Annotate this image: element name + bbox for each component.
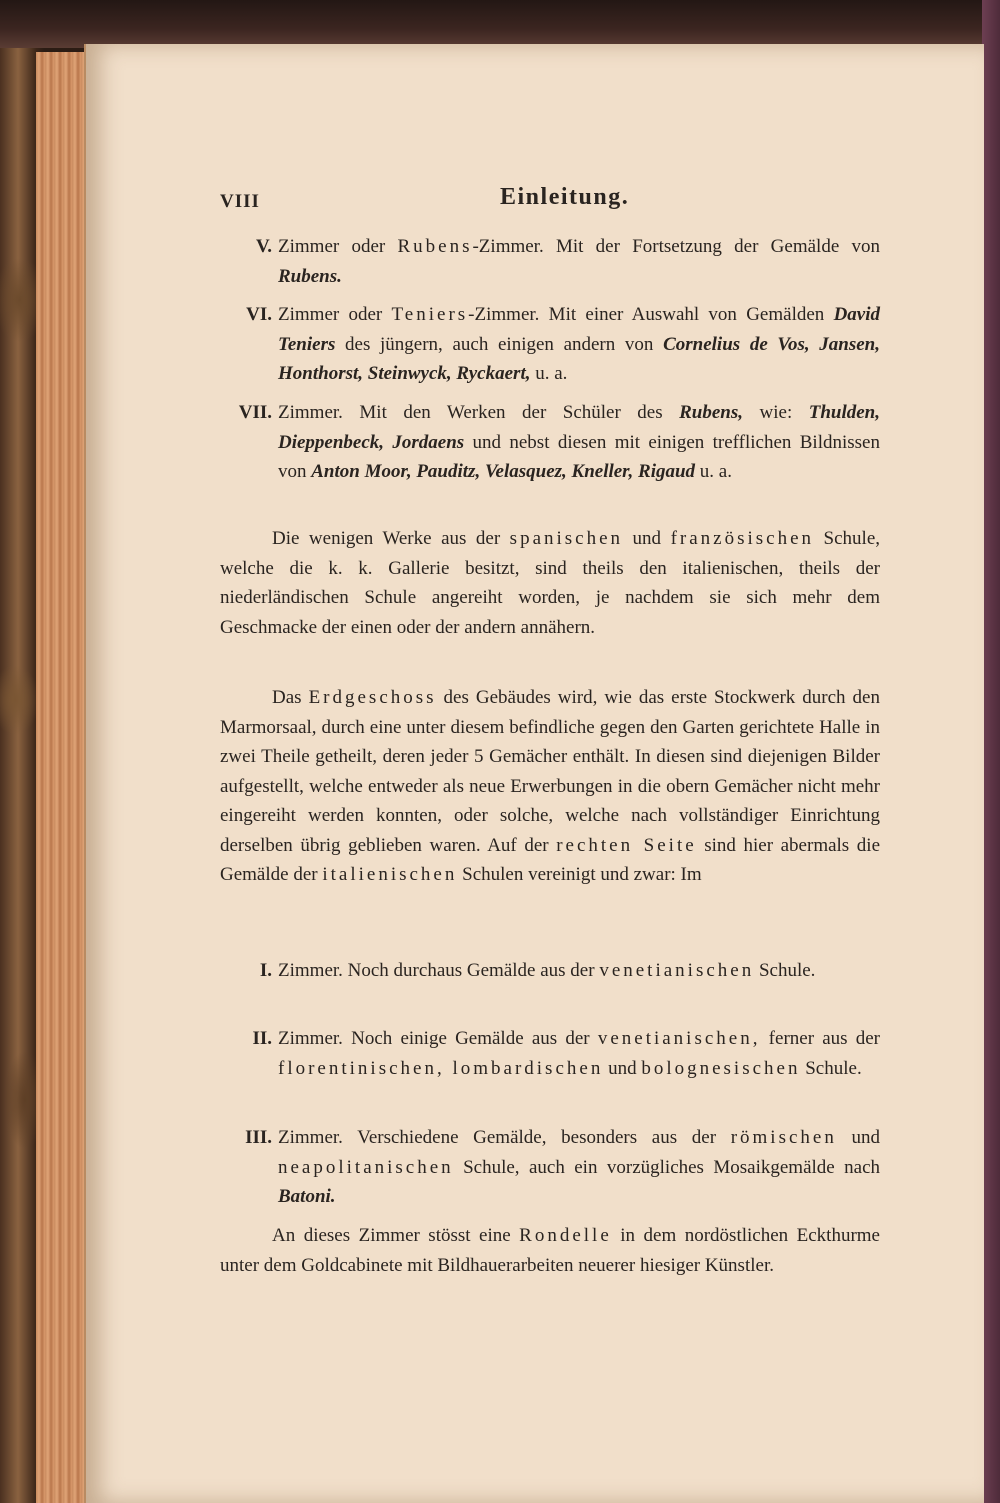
running-header [220,184,880,217]
name-reference: Thulden, Dieppenbeck, Jordaens [278,402,880,453]
text-run: Schule, auch ein vorzügliches Mosaikgemälde nach [453,1156,880,1178]
book-binding-top [0,0,1000,48]
name-reference: Anton Moor, Pauditz, Velasquez, Kneller, Rigaud [311,461,696,482]
text-run: -Zimmer. Mit einer Auswahl von Gemälden [468,304,834,325]
text-run: Schule. [754,960,816,981]
entry-text [278,232,880,291]
paragraph-spanish-french [220,524,880,642]
text-run: u. a. [695,461,732,482]
name-reference: Rubens, [679,402,744,423]
spaced-emphasis: französischen [670,528,815,549]
spaced-emphasis: Rubens [397,236,473,257]
entry-number: III. [245,1127,272,1148]
text-run: Zimmer oder [278,236,398,257]
entry-number: V. [255,236,272,257]
text-run: und [603,1057,642,1079]
text-run: Zimmer oder [278,304,392,325]
text-run: An dieses Zimmer stösst eine [272,1225,520,1246]
text-run: Die wenigen Werke aus der [272,528,510,549]
text-run: sind hier abermals die Gemälde der [220,834,880,885]
entry-text [278,1123,880,1212]
spaced-emphasis: bolognesischen [641,1057,801,1079]
text-run: und [836,1127,880,1148]
entry-number: I. [259,960,272,981]
text-run: Zimmer. Noch einige Gemälde aus der [278,1028,598,1049]
text-run: des jüngern, auch einigen andern von [335,333,664,355]
spaced-emphasis: Rondelle [519,1225,612,1246]
spaced-emphasis: spanischen [509,528,624,549]
text-run: ferner aus der [760,1028,881,1049]
text-run: Schule. [800,1057,862,1079]
page-number: VIII [220,191,260,212]
page-title: Einleitung. [500,184,630,210]
page-sheet [84,44,984,1503]
paragraph-ground-floor [220,683,880,890]
entry-number: VII. [238,402,272,423]
text-run: und nebst diesen mit einigen trefflichen Bildnissen von [278,431,880,482]
text-run: und [623,528,671,549]
spaced-emphasis: rechten Seite [556,834,697,856]
entry-text [278,398,880,487]
paragraph-rondelle [220,1221,880,1280]
entry-text [278,300,880,389]
spaced-emphasis: venetianischen [599,960,755,981]
text-run: wie: [743,402,809,423]
text-run: in dem nordöstlichen Eckthurme unter dem Goldcabinete mit Bildhauerarbeiten neuerer hiesiger Künstler. [220,1225,880,1276]
text-run: Schule, welche die k. k. Gallerie besitzt, sind theils den italienischen, theils der niederländischen Schule angereiht worden, je nachdem sie sich mehr dem Geschmacke der einen oder der andern annähern. [220,528,880,638]
spaced-emphasis: neapolitanischen [278,1156,454,1178]
text-run: u. a. [530,363,568,384]
entry-text [278,1024,880,1083]
book-binding-right [982,0,1000,1503]
entry-text [278,956,880,986]
name-reference: Cornelius de Vos, Jansen, Honthorst, Steinwyck, Ryckaert, [278,333,880,384]
entry-number: II. [252,1028,272,1049]
entry-number: VI. [246,304,272,325]
spaced-emphasis: Erdgeschoss [308,687,437,708]
spaced-emphasis: Teniers [391,304,469,325]
text-run: des Gebäudes wird, wie das erste Stockwerk durch den Marmorsaal, durch eine unter diesem befindliche gegen den Garten gerichtete Halle in zwei Theile getheilt, deren jeder 5 Gemächer enthält. In diesen sind diejenigen Bilder aufgestellt, welche entweder als neue Erwerbungen in die obern Gemächer nicht mehr eingereiht werden konnten, oder solche, welche nach vollständiger Einrichtung derselben übrig geblieben waren. Auf der [220,687,880,856]
text-run: Zimmer. Mit den Werken der Schüler des [278,402,680,423]
spaced-emphasis: italienischen [322,864,458,885]
name-reference: David Teniers [278,304,880,355]
spaced-emphasis: venetianischen, [597,1028,761,1049]
text-run: -Zimmer. Mit der Fortsetzung der Gemälde von [472,236,881,257]
text-run: Das [272,687,309,708]
text-run: Zimmer. Verschiedene Gemälde, besonders aus der [278,1127,731,1148]
spaced-emphasis: römischen [730,1127,837,1148]
text-run: Schulen vereinigt und zwar: Im [457,864,702,885]
text-run: Zimmer. Noch durchaus Gemälde aus der [278,960,600,981]
spaced-emphasis: florentinischen, lombardischen [278,1057,604,1079]
name-reference: Batoni. [278,1186,336,1207]
name-reference: Rubens. [278,265,342,287]
